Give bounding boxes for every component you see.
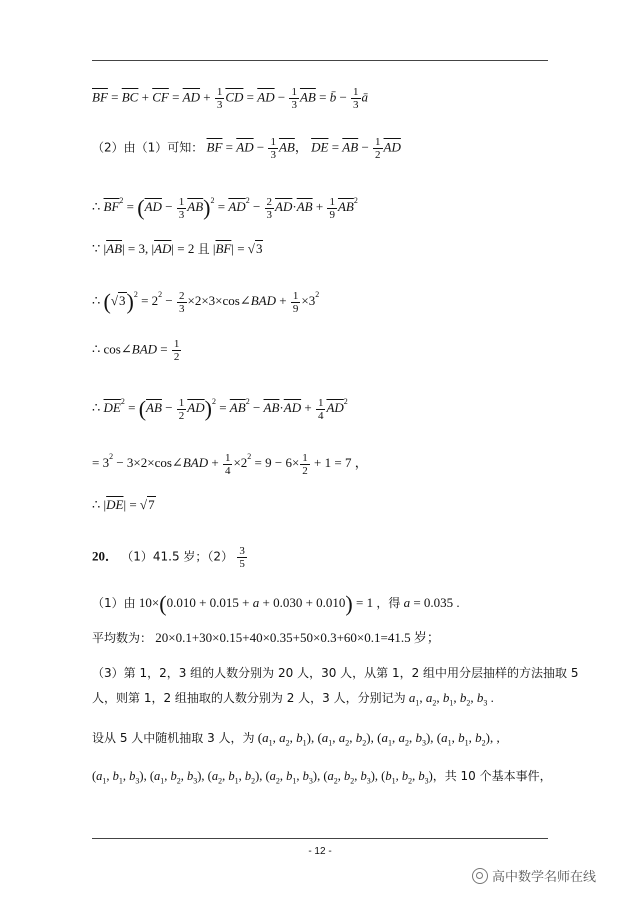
mean-prefix: 平均数为： — [92, 631, 153, 645]
page-number: - 12 - — [308, 846, 332, 857]
equals-prefix: = — [92, 455, 100, 470]
part3-text2: 人，则第 1，2 组抽取的人数分别为 2 人，3 人，分别记为 — [92, 691, 406, 705]
therefore-5: ∴ — [92, 497, 101, 512]
sep: ， — [294, 139, 308, 155]
therefore-4: ∴ — [92, 400, 101, 415]
equation-sqrt3: ∴ $(√3)^2 = 2^2$ − $\frac{2}{3}$ ×2×3×cos∠BAD + $\frac{1}{9}$ $\times 3^2$ — [92, 289, 320, 315]
wechat-icon — [472, 868, 488, 884]
equation-part2-known: （2）由（1）可知： $\overline{BF} = \overline{AD}$ − $\frac{1}{3}$ $\overline{AB}$， $\overline{DE} = \overline{AB}$ − $\frac{1}{2}$ $\overline{AD}$ — [92, 136, 401, 161]
part3-text1: （3）第 1，2，3 组的人数分别为 20 人，30 人，从第 1，2 组中用分层抽样的方法抽取 5 — [92, 666, 579, 680]
part1-middle: ，得 — [376, 596, 401, 610]
therefore-2: ∴ — [92, 293, 101, 308]
solution-events-line2: ($a_1$, $b_1$, $b_3$), ($a_1$, $b_2$, $b_3$), ($a_2$, $b_1$, $b_2$), ($a_2$, $b_1$, $b_3$), ($a_2$, $b_2$, $b_3$), ($b_1$, $b_2$, $b_3$)，共 10 个基本事件， — [92, 769, 552, 786]
equation-de-squared: ∴ $\overline{DE}^2 = (\overline{AB}$ − $\frac{1}{2}$ $\overline{AD})^2 = \overline{AB}^2 - \overline{AB}\cdot\overline{AD}$ + $\frac{1}{4}$ $\overline{AD}^2$ — [92, 396, 348, 422]
therefore-1: ∴ — [92, 199, 101, 214]
solution-part1: （1）由 10×(0.010 + 0.015 + a + 0.030 + 0.010) = 1 ，得 a = 0.035 . — [92, 591, 460, 617]
watermark-text: 高中数学名师在线 — [492, 870, 597, 885]
question-20-answer: 20． （1）41.5 岁；（2） $\frac{3}{5}$ — [92, 545, 245, 570]
equation-de-result: ∴ $|\overline{DE}| = √7$ — [92, 497, 155, 512]
because-1: ∵ — [92, 241, 101, 256]
question-20-answers: （1）41.5 岁；（2） — [121, 549, 234, 564]
solution-events-line1: 设从 5 人中随机抽取 3 人，为 ($a_1$, $a_2$, $b_1$), ($a_1$, $a_2$, $b_2$), ($a_1$, $a_2$, $b_3$), ($a_1$, $b_1$, $b_2$), , — [92, 730, 500, 748]
question-20-label: 20． — [92, 548, 119, 564]
equation-de-value: = $3^2$ − 3×2×cos∠BAD + $\frac{1}{4}$ $\times 2^2 = 9 - 6\times$ $\frac{1}{2}$ + 1 = 7 ， — [92, 451, 368, 477]
events-suffix: ，共 10 个基本事件， — [432, 769, 552, 783]
watermark — [472, 866, 596, 885]
equation-given: ∵ $|\overline{AB}| = 3$, $|\overline{AD}| = 2$ 且 $|\overline{BF}| = √3$ — [92, 241, 263, 256]
solution-part3-line1 — [92, 664, 579, 682]
top-rule — [92, 60, 548, 61]
mean-expr: 20×0.1+30×0.15+40×0.35+50×0.3+60×0.1=41.5 岁； — [155, 630, 440, 645]
solution-part3-line2: 人，则第 1，2 组抽取的人数分别为 2 人，3 人，分别记为 $a_1$, $a_2$, $b_1$, $b_2$, $b_3$ . — [92, 690, 494, 708]
part2-prefix: （2）由（1）可知： — [92, 140, 204, 155]
events-prefix: 设从 5 人中随机抽取 3 人，为 — [92, 731, 255, 745]
equation-bf: $\overline{BF} = \overline{BC} + \overline{CF} = \overline{AD}$ + $\frac{1}{3}$ $\overline{CD} = \overline{AD}$ − $\frac{1}{3}$ $\overline{AB}$ = b̄ − $\frac{1}{3}$ ā — [92, 86, 369, 111]
part1-prefix: （1）由 — [92, 596, 136, 610]
qie: 且 — [197, 242, 210, 256]
equation-bf-squared: ∴ $\overline{BF}^2 = (\overline{AD}$ − $\frac{1}{3}$ $\overline{AB})^2 = \overline{AD}^2$ − $\frac{2}{3}$ $\overline{AD}\cdot\overline{AB}$ + $\frac{1}{9}$ $\overline{AB}^2$ — [92, 195, 358, 221]
solution-mean — [92, 629, 440, 647]
equation-cos: ∴ cos∠BAD = $\frac{1}{2}$ — [92, 338, 180, 363]
therefore-3: ∴ — [92, 341, 101, 357]
bottom-rule — [92, 838, 548, 839]
